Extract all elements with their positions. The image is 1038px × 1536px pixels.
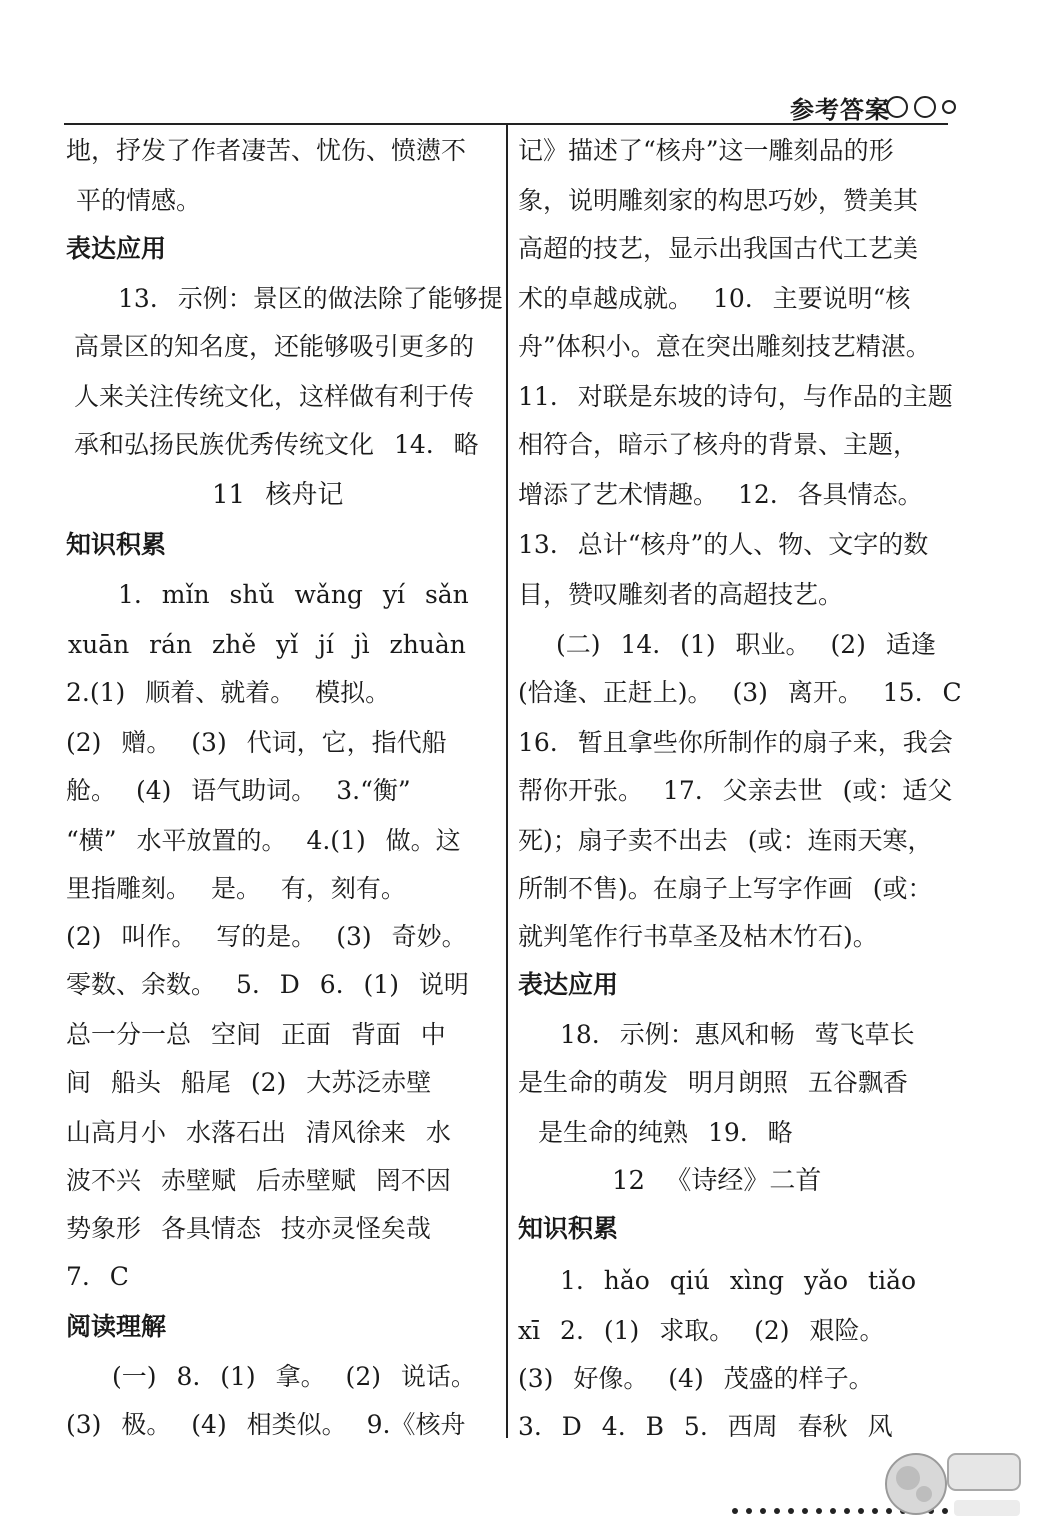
circle-icon <box>942 100 956 114</box>
text-line: 死)；扇子卖不出去 (或：连雨天寒， <box>518 826 933 855</box>
text-line: 舱。 (4) 语气助词。 3.“衡” <box>66 776 411 805</box>
text-line: 是生命的萌发 明月朗照 五谷飘香 <box>518 1068 908 1097</box>
text-line: 高景区的知名度，还能够吸引更多的 <box>74 332 475 361</box>
header-circles-ornament <box>886 96 956 118</box>
text-line: (二) 14. (1) 职业。 (2) 适逢 <box>556 630 936 659</box>
column-divider <box>506 124 508 1438</box>
text-line: “横” 水平放置的。 4.(1) 做。这 <box>66 826 461 855</box>
lesson-title: 11 核舟记 <box>212 480 344 510</box>
text-line: (3) 好像。 (4) 茂盛的样子。 <box>518 1364 874 1393</box>
text-line: 增添了艺术情趣。 12. 各具情态。 <box>518 480 923 509</box>
text-line: (2) 赠。 (3) 代词，它，指代船 <box>66 728 447 757</box>
circle-icon <box>886 96 908 118</box>
text-line: 目，赞叹雕刻者的高超技艺。 <box>518 580 844 609</box>
text-line: 间 船头 船尾 (2) 大苏泛赤壁 <box>66 1068 432 1097</box>
text-line: 所制不售)。在扇子上写字作画 (或： <box>518 874 933 903</box>
section-heading: 阅读理解 <box>66 1312 167 1341</box>
text-line: 人来关注传统文化，这样做有利于传 <box>74 382 475 411</box>
text-line: 帮你开张。 17. 父亲去世 (或：适父 <box>518 776 953 805</box>
section-heading: 表达应用 <box>518 970 619 999</box>
text-line: 零数、余数。 5. D 6. (1) 说明 <box>66 970 469 999</box>
text-line: 相符合，暗示了核舟的背景、主题， <box>518 430 919 459</box>
text-line: (3) 极。 (4) 相类似。 9.《核舟 <box>66 1410 466 1439</box>
text-line: 16. 暂且拿些你所制作的扇子来，我会 <box>518 728 953 757</box>
text-line: 术的卓越成就。 10. 主要说明“核 <box>518 284 911 313</box>
text-line: 11. 对联是东坡的诗句，与作品的主题 <box>518 382 953 411</box>
text-line: 18. 示例：惠风和畅 莺飞草长 <box>560 1020 915 1049</box>
text-line: 13. 总计“核舟”的人、物、文字的数 <box>518 530 929 559</box>
text-line: 3. D 4. B 5. 西周 春秋 风 <box>518 1412 893 1441</box>
text-line: xuān rán zhě yǐ jí jì zhuàn <box>68 630 466 659</box>
watermark-logo <box>868 1440 1028 1530</box>
text-line: 总一分一总 空间 正面 背面 中 <box>66 1020 446 1049</box>
section-heading: 表达应用 <box>66 234 167 263</box>
text-line: xī 2. (1) 求取。 (2) 艰险。 <box>518 1316 885 1345</box>
text-line: 象，说明雕刻家的构思巧妙，赞美其 <box>518 186 919 215</box>
circle-icon <box>914 96 936 118</box>
text-line: 里指雕刻。 是。 有，刻有。 <box>66 874 406 903</box>
text-line: 高超的技艺，显示出我国古代工艺美 <box>518 234 919 263</box>
text-line: 平的情感。 <box>76 186 202 215</box>
section-heading: 知识积累 <box>518 1214 619 1243</box>
header-label: 参考答案 <box>790 96 890 124</box>
text-line: 7. C <box>66 1262 129 1291</box>
lesson-title: 12 《诗经》二首 <box>612 1166 822 1196</box>
text-line: 波不兴 赤壁赋 后赤壁赋 罔不因 <box>66 1166 451 1195</box>
text-line: 山高月小 水落石出 清风徐来 水 <box>66 1118 451 1147</box>
text-line: 承和弘扬民族优秀传统文化 14. 略 <box>74 430 479 459</box>
text-line: 记》描述了“核舟”这一雕刻品的形 <box>518 136 894 165</box>
text-line: 舟”体积小。意在突出雕刻技艺精湛。 <box>518 332 931 361</box>
text-line: (恰逢、正赶上)。 (3) 离开。 15. C <box>518 678 962 707</box>
text-line: (一) 8. (1) 拿。 (2) 说话。 <box>112 1362 476 1391</box>
text-line: 2.(1) 顺着、就着。 模拟。 <box>66 678 391 707</box>
text-line: 地，抒发了作者凄苦、忧伤、愤懑不 <box>66 136 467 165</box>
text-line: 势象形 各具情态 技亦灵怪矣哉 <box>66 1214 431 1243</box>
text-line: 13. 示例：景区的做法除了能够提 <box>118 284 503 313</box>
text-line: (2) 叫作。 写的是。 (3) 奇妙。 <box>66 922 467 951</box>
section-heading: 知识积累 <box>66 530 167 559</box>
text-line: 1. hǎo qiú xìng yǎo tiǎo <box>560 1266 917 1295</box>
text-line: 是生命的纯熟 19. 略 <box>538 1118 793 1147</box>
text-line: 1. mǐn shǔ wǎng yí sǎn <box>118 580 469 609</box>
text-line: 就判笔作行书草圣及枯木竹石)。 <box>518 922 878 951</box>
